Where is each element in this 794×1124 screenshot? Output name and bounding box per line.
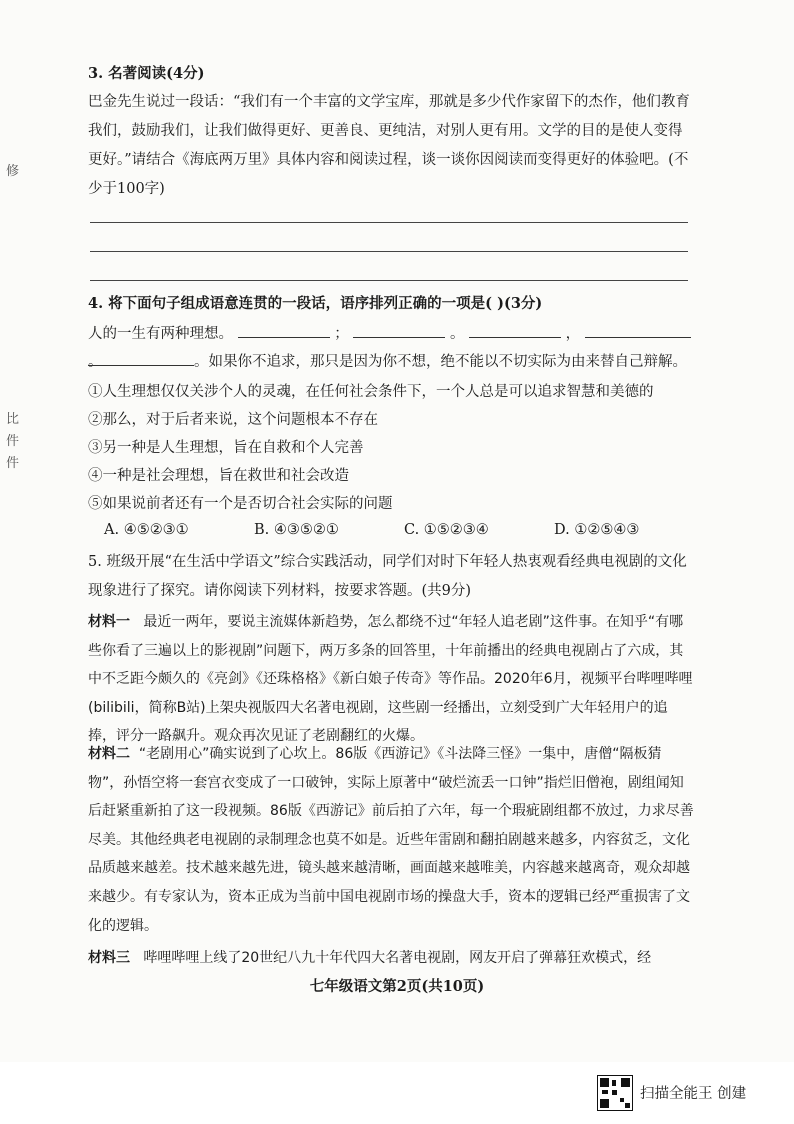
q3-text: 巴金先生说过一段话：“我们有一个丰富的文学宝库，那就是多少代作家留下的杰作，他们教育我们，鼓励我们，让我们做得更好、更善良、更纯洁，对别人更有用。文学的目的是使人变得更好。”请结合《海底两万里》具体内容和阅读过程，谈一谈你因阅读而变得更好的体验吧。(不少于100字) (88, 94, 690, 197)
material-3 (88, 944, 694, 973)
q4-tail: 。如果你不追求，那只是因为你不想，绝不能以不切实际为由来替自己辩解。 (194, 354, 687, 370)
margin-mark: 件 (6, 456, 20, 471)
q4-item: ③另一种是人生理想，旨在自救和个人完善 (88, 440, 364, 456)
blank (88, 351, 194, 366)
q4-lead: 人的一生有两种理想。 (88, 326, 233, 342)
q4-item: ④一种是社会理想，旨在救世和社会改造 (88, 468, 349, 484)
margin-mark: 件 (6, 434, 20, 449)
blank (585, 323, 691, 338)
material-2-text: “老剧用心”确实说到了心坎上。86版《西游记》《斗法降三怪》一集中，唐僧“隔板猜物”，孙悟空将一套宫衣变成了一口破钟，实际上原著中“破烂流丢一口钟”指烂旧僧袍，剧组闻知后赶紧重新拍了这一段视频。86版《西游记》前后拍了六年，每一个瑕疵剧组都不放过，力求尽善尽美。其他经典老电视剧的录制理念也莫不如是。近些年雷剧和翻拍剧越来越多，内容贫乏，文化品质越来越差。技术越来越先进，镜头越来越清晰，画面越来越唯美，内容越来越离奇，观众却越来越少。有专家认为，资本正成为当前中国电视剧市场的操盘大手，资本的逻辑已经严重损害了文化的逻辑。 (88, 746, 694, 934)
q4-sentence-line2 (88, 348, 708, 376)
material-1-text: 最近一两年，要说主流媒体新趋势，怎么都绕不过“年轻人追老剧”这件事。在知乎“有哪些你看了三遍以上的影视剧”问题下，两万多条的回答里，十年前播出的经典电视剧占了六成，其中不乏距今颇久的《亮剑》《还珠格格》《新白娘子传奇》等作品。2020年6月，视频平台哔哩哔哩(bilibili，简称B站)上架央视版四大名著电视剧，这些剧一经播出，立刻受到广大年轻用户的追捧，评分一路飙升。观众再次见证了老剧翻红的火爆。 (88, 614, 693, 745)
material-3-text: 哔哩哔哩上线了20世纪八九十年代四大名著电视剧，网友开启了弹幕狂欢模式，经 (143, 950, 652, 966)
q5-title: 5. 班级开展“在生活中学语文”综合实践活动，同学们对时下年轻人热衷观看经典电视剧的文化现象进行了探究。请你阅读下列材料，按要求答题。(共9分) (88, 554, 687, 599)
blank (238, 323, 330, 338)
q4-title: 4. 将下面句子组成语意连贯的一段话，语序排列正确的一项是( )(3分) (88, 295, 543, 312)
qr-code-icon (597, 1075, 633, 1111)
answer-line (90, 222, 688, 223)
material-1 (88, 608, 694, 751)
margin-mark: 修 (6, 164, 20, 179)
sep: 。 (88, 354, 103, 370)
q4-item: ⑤如果说前者还有一个是否切合社会实际的问题 (88, 496, 393, 512)
sep: 。 (449, 326, 465, 342)
blank (353, 323, 445, 338)
q4-item: ②那么，对于后者来说，这个问题根本不存在 (88, 412, 378, 428)
scanner-watermark-text: 扫描全能王 创建 (640, 1086, 747, 1102)
option-b: B. ④③⑤②① (254, 522, 339, 538)
page-footer: 七年级语文第2页(共10页) (309, 978, 485, 995)
q3-title: 3. 名著阅读(4分) (88, 65, 205, 82)
material-2-label: 材料二 (88, 746, 130, 762)
answer-line (90, 251, 688, 252)
material-1-label: 材料一 (88, 614, 130, 630)
margin-mark: 比 (6, 412, 20, 427)
option-a: A. ④⑤②③① (104, 522, 189, 538)
material-3-label: 材料三 (88, 950, 130, 966)
blank (469, 323, 561, 338)
answer-line (90, 280, 688, 281)
material-2 (88, 740, 694, 940)
q4-item: ①人生理想仅仅关涉个人的灵魂，在任何社会条件下，一个人总是可以追求智慧和美德的 (88, 384, 654, 400)
q4-options (104, 522, 704, 538)
sep: ， (565, 326, 581, 342)
option-d: D. ①②⑤④③ (554, 522, 640, 538)
option-c: C. ①⑤②③④ (404, 522, 489, 538)
sep: ； (334, 326, 349, 342)
